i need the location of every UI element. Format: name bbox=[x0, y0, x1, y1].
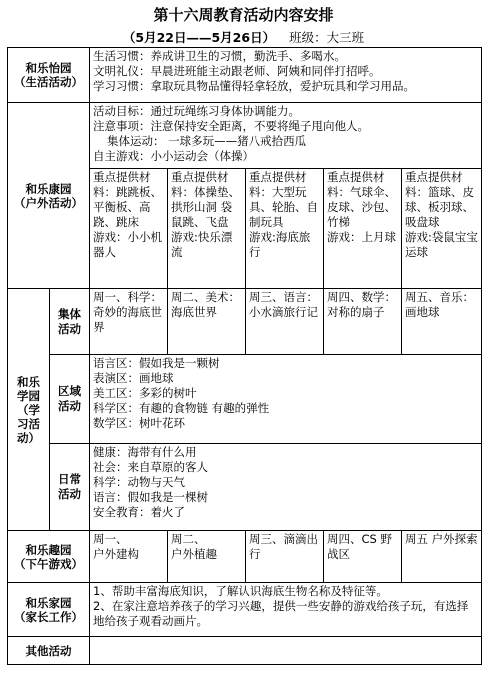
life-line: 文明礼仪：早晨进班能主动跟老师、阿姨和同伴打招呼。 bbox=[93, 64, 381, 78]
area-line: 数学区：树叶花环 bbox=[93, 416, 185, 430]
home-content bbox=[90, 583, 482, 637]
outdoor-row bbox=[8, 103, 482, 169]
outdoor-group: 集体运动： 一球多玩——猪八戒拾西瓜 bbox=[107, 134, 307, 148]
fun-day-4: 周四、CS 野战区 bbox=[324, 531, 402, 583]
daily-line: 语言：假如我是一棵树 bbox=[93, 490, 208, 504]
area-line: 表演区：画地球 bbox=[93, 371, 174, 385]
week-dates: （5月22日——5月26日） bbox=[122, 30, 276, 45]
outdoor-day-1: 重点提供材料：跳跳板、平衡板、高跷、跳床 游戏：小小机器人 bbox=[90, 169, 168, 289]
group-activity-label: 集体 活动 bbox=[50, 289, 90, 355]
study-daily-row bbox=[8, 444, 482, 531]
daily-line: 科学：动物与天气 bbox=[93, 475, 185, 489]
life-row bbox=[8, 48, 482, 103]
outdoor-note: 注意事项：注意保持安全距离，不要将绳子甩向他人。 bbox=[93, 119, 369, 133]
life-heading: 和乐怡园 （生活活动） bbox=[8, 48, 90, 103]
daily-line: 健康：海带有什么用 bbox=[93, 445, 197, 459]
fun-row bbox=[8, 531, 482, 583]
area-line: 美工区：多彩的树叶 bbox=[93, 386, 197, 400]
area-line: 语言区：假如我是一颗树 bbox=[93, 356, 220, 370]
daily-content bbox=[90, 444, 482, 531]
life-content bbox=[90, 48, 482, 103]
fun-heading: 和乐趣园 （下午游戏） bbox=[8, 531, 90, 583]
group-day-5: 周五、音乐：画地球 bbox=[402, 289, 482, 355]
fun-day-2: 周二、 户外植趣 bbox=[168, 531, 246, 583]
outdoor-free: 自主游戏：小小运动会（体操） bbox=[93, 149, 254, 163]
outdoor-heading: 和乐康园 （户外活动） bbox=[8, 103, 90, 289]
daily-line: 社会：来自草原的客人 bbox=[93, 460, 208, 474]
fun-day-1: 周一、 户外建构 bbox=[90, 531, 168, 583]
group-day-1: 周一、科学：奇妙的海底世界 bbox=[90, 289, 168, 355]
home-row bbox=[8, 583, 482, 637]
area-content bbox=[90, 355, 482, 444]
home-heading: 和乐家园 （家长工作） bbox=[8, 583, 90, 637]
outdoor-day-2: 重点提供材料：体操垫、拱形山洞 袋鼠跳、飞盘 游戏:快乐漂流 bbox=[168, 169, 246, 289]
group-day-3: 周三、语言：小水滴旅行记 bbox=[246, 289, 324, 355]
group-day-2: 周二、美术：海底世界 bbox=[168, 289, 246, 355]
outdoor-day-5: 重点提供材料：篮球、皮球、板羽球、吸盘球 游戏:袋鼠宝宝运球 bbox=[402, 169, 482, 289]
home-line: 1、帮助丰富海底知识，了解认识海底生物名称及特征等。 bbox=[93, 584, 388, 598]
schedule-table bbox=[7, 47, 482, 665]
group-day-4: 周四、数学：对称的扇子 bbox=[324, 289, 402, 355]
daily-line: 安全教育：着火了 bbox=[93, 505, 185, 519]
life-line: 学习习惯：拿取玩具物品懂得轻拿轻放，爱护玩具和学习用品。 bbox=[93, 79, 415, 93]
outdoor-goal: 活动目标：通过玩绳练习身体协调能力。 bbox=[93, 104, 300, 118]
outdoor-plan bbox=[90, 103, 482, 169]
class-info: 班级：大三班 bbox=[289, 30, 365, 45]
other-heading: 其他活动 bbox=[8, 637, 90, 665]
fun-day-5: 周五 户外探索 bbox=[402, 531, 482, 583]
area-line: 科学区：有趣的食物链 有趣的弹性 bbox=[93, 401, 270, 415]
home-line: 2、在家注意培养孩子的学习兴趣，提供一些安静的游戏给孩子玩，有选择地给孩子观看动画片。 bbox=[93, 599, 469, 628]
study-group-row bbox=[8, 289, 482, 355]
other-content bbox=[90, 637, 482, 665]
study-area-row bbox=[8, 355, 482, 444]
study-heading: 和乐 学园 （学 习活 动） bbox=[8, 289, 50, 531]
fun-day-3: 周三、滴滴出行 bbox=[246, 531, 324, 583]
page-subtitle bbox=[0, 28, 487, 46]
outdoor-day-4: 重点提供材料：气球伞、皮球、沙包、竹梯 游戏：上月球 bbox=[324, 169, 402, 289]
daily-activity-label: 日常 活动 bbox=[50, 444, 90, 531]
other-row bbox=[8, 637, 482, 665]
page-title: 第十六周教育活动内容安排 bbox=[153, 6, 334, 24]
outdoor-day-3: 重点提供材料：大型玩具、轮胎、自制玩具 游戏:海底旅行 bbox=[246, 169, 324, 289]
area-activity-label: 区域 活动 bbox=[50, 355, 90, 444]
life-line: 生活习惯：养成讲卫生的习惯，勤洗手、多喝水。 bbox=[93, 49, 346, 63]
